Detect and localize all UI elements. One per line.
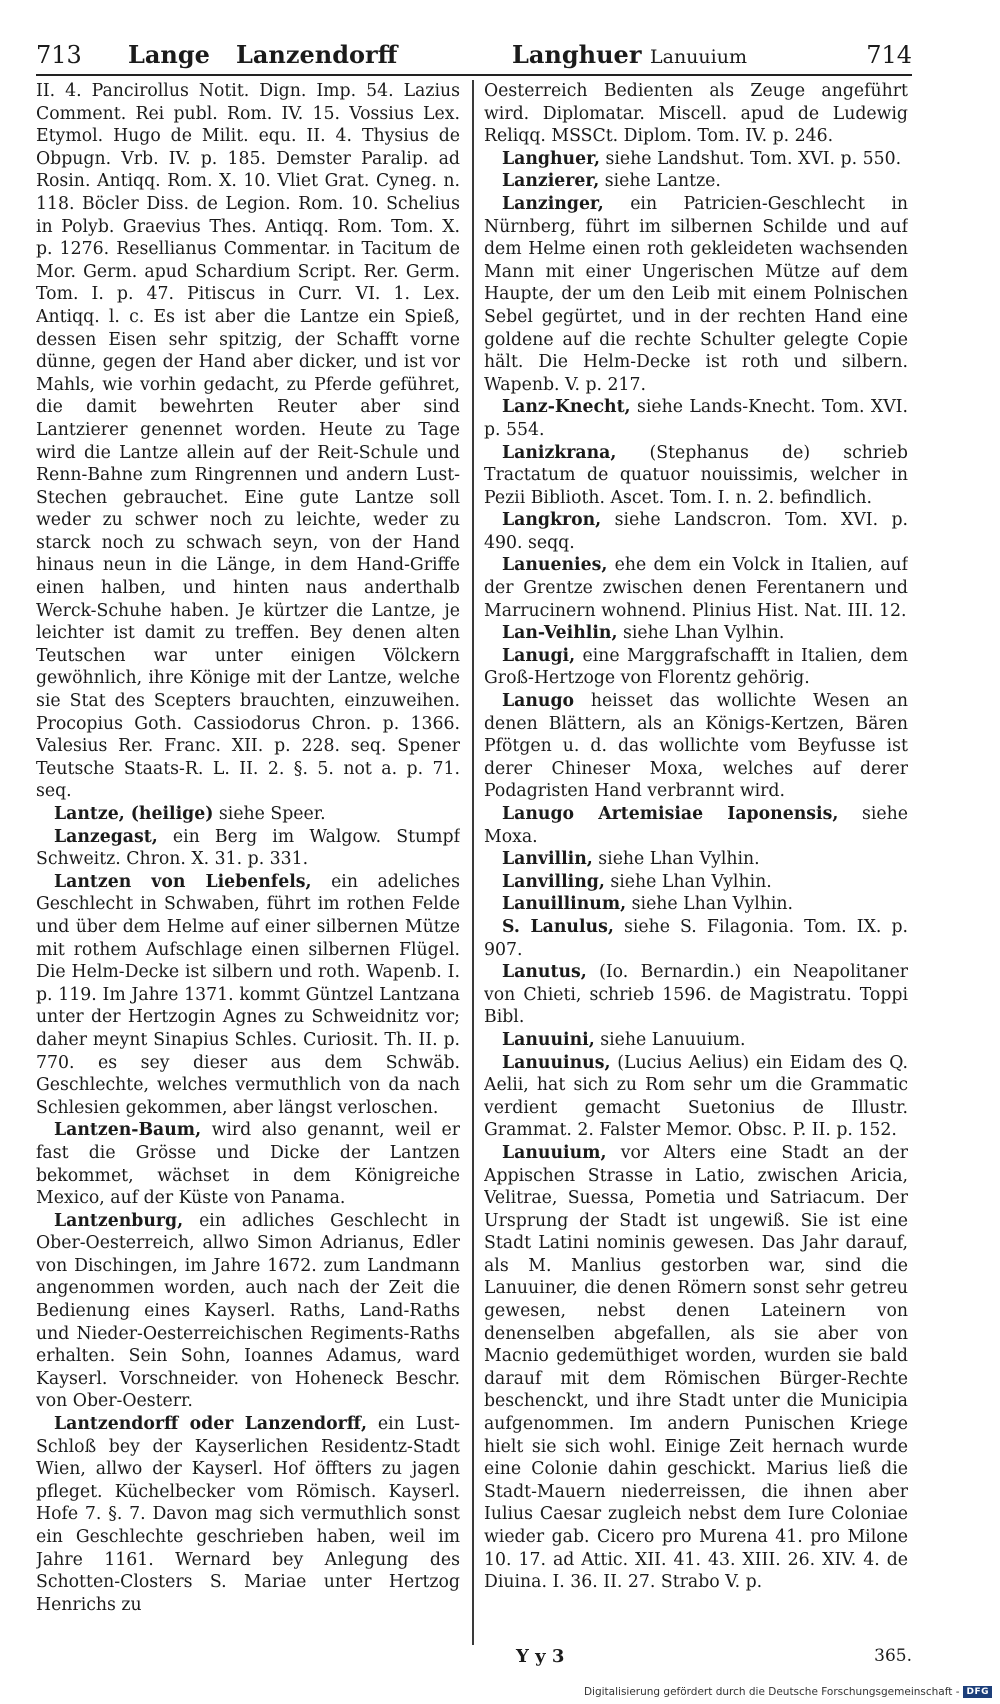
header-keyword-3: Langhuer <box>512 40 642 69</box>
signature-mark: Y y 3 <box>516 1646 565 1667</box>
dictionary-entry <box>484 1052 908 1142</box>
entry-headword: Lanugo Artemisiae Iaponensis, <box>502 804 839 824</box>
entry-headword: Lanuuium, <box>502 1142 607 1163</box>
entry-headword: Lanuuinus, <box>502 1052 611 1073</box>
dictionary-entry <box>484 803 908 848</box>
dictionary-entry <box>484 170 908 193</box>
dictionary-entry <box>36 80 460 803</box>
right-column <box>484 80 908 1640</box>
entry-text: heisset das wollichte Wesen an denen Blättern, als an Königs-Kertzen, Bären Pfötgen u. d. das wollichte vom Beyfusse ist derer Chineser Moxa, welches auf derer Podagristen Hand verbrannt wird. <box>484 691 908 802</box>
entry-text: siehe S. Filagonia. Tom. IX. p. 907. <box>484 916 908 960</box>
entry-headword: Lanizkrana, <box>502 442 617 463</box>
header-keyword-2: Lanzendorff <box>236 40 398 69</box>
entry-text: ein Lust-Schloß bey der Kayserlichen Residentz-Stadt Wien, allwo der Kayserl. Hof öffters zu jagen pfleget. Küchelbecker vom Römisch. Kayserl. Hofe 7. §. 7. Davon mag sich vermuthlich sonst ein Geschlechte geschrieben haben, weil im Jahre 1161. Wernard bey Anlegung des Schotten-Closters S. Mariae unter Hertzog Henrichs zu <box>36 1414 460 1615</box>
entry-headword: Lanz-Knecht, <box>502 397 631 418</box>
entry-headword: Lanutus, <box>502 962 587 983</box>
entry-headword: Lanugo <box>502 691 575 712</box>
dictionary-entry <box>36 871 460 1120</box>
dictionary-entry <box>484 1029 908 1052</box>
dictionary-entry <box>484 622 908 645</box>
dictionary-entry <box>484 690 908 803</box>
catchword: 365. <box>874 1646 912 1666</box>
dictionary-entry <box>484 893 908 916</box>
document-page <box>36 36 912 1666</box>
header-keyword-1: Lange <box>128 40 210 69</box>
dictionary-entry <box>36 826 460 871</box>
credit-text: Digitalisierung gefördert durch die Deutsche Forschungsgemeinschaft - <box>583 1686 960 1698</box>
dictionary-entry <box>36 1413 460 1616</box>
entry-headword: Lan-Veihlin, <box>502 623 618 644</box>
entry-headword: Langhuer, <box>502 148 600 169</box>
entry-text: siehe Lhan Vylhin. <box>622 623 785 644</box>
dictionary-entry <box>484 509 908 554</box>
entry-text: ein Berg im Walgow. Stumpf Schweitz. Chron. X. 31. p. 331. <box>36 826 460 870</box>
dictionary-entry <box>36 1119 460 1209</box>
entry-text: wird also genannt, weil er fast die Grösse und Dicke der Lantzen bekommet, wächset in dem Königreiche Mexico, auf der Küste von Panama. <box>36 1120 460 1209</box>
entry-text: ehe dem ein Volck in Italien, auf der Grentze zwischen denen Ferentanern und Marrucinern wohnend. Plinius Hist. Nat. III. 12. <box>484 555 908 621</box>
entry-text: siehe Lands-Knecht. Tom. XVI. p. 554. <box>484 397 908 440</box>
dictionary-entry <box>484 645 908 690</box>
entry-headword: S. Lanulus, <box>502 916 614 937</box>
running-header <box>36 36 912 76</box>
page-number-left: 713 <box>36 41 82 69</box>
entry-text: siehe Speer. <box>218 804 326 824</box>
entry-headword: Lantzen von Liebenfels, <box>54 871 312 892</box>
dictionary-entry <box>484 871 908 894</box>
entry-text: siehe Lhan Vylhin. <box>610 871 772 892</box>
entry-text: siehe Landscron. Tom. XVI. p. 490. seqq. <box>484 510 908 553</box>
column-divider <box>472 80 474 1645</box>
entry-text: siehe Lanuuium. <box>600 1029 746 1050</box>
dictionary-entry <box>484 848 908 871</box>
entry-headword: Lantzen-Baum, <box>54 1120 202 1141</box>
dictionary-entry <box>484 193 908 396</box>
dictionary-entry <box>484 916 908 961</box>
left-column <box>36 80 460 1640</box>
header-rule <box>36 74 912 76</box>
dfg-logo: DFG <box>963 1686 992 1698</box>
entry-headword: Lanuillinum, <box>502 894 627 915</box>
entry-headword: Lantze, (heilige) <box>54 804 214 824</box>
entry-headword: Lanzegast, <box>54 826 158 847</box>
entry-headword: Lanuenies, <box>502 555 608 576</box>
entry-text: siehe Moxa. <box>484 804 908 847</box>
entry-text: ein Patricien-Geschlecht in Nürnberg, führt im silbernen Schilde und auf dem Helme einen roth gekleideten wachsenden Mann mit einer Ungerischen Mütze auf dem Haupte, der um den Leib mit einem Polnischen Sebel gegürtet, und in der rechten Hand eine goldene auf die rechte Schulter gelegte Copie hält. Die Helm-Decke ist roth und silbern. Wapenb. V. p. 217. <box>484 193 908 395</box>
dictionary-entry <box>484 961 908 1029</box>
dictionary-entry <box>484 396 908 441</box>
entry-headword: Lantzenburg, <box>54 1210 184 1231</box>
page-number-right: 714 <box>866 41 912 69</box>
entry-headword: Lanzierer, <box>502 171 600 192</box>
dictionary-entry <box>484 442 908 510</box>
entry-text: (Lucius Aelius) ein Eidam des Q. Aelii, hat sich zu Rom sehr um die Grammatic verdient gemacht Suetonius de Illustr. Grammat. 2. Falster Memor. Obsc. P. II. p. 152. <box>484 1052 908 1141</box>
dictionary-entry <box>36 1210 460 1413</box>
digitization-credit <box>584 1686 992 1698</box>
entry-headword: Langkron, <box>502 510 602 531</box>
entry-headword: Lanvillin, <box>502 849 593 870</box>
entry-text: siehe Landshut. Tom. XVI. p. 550. <box>605 148 902 169</box>
entry-text: (Io. Bernardin.) ein Neapolitaner von Chieti, schrieb 1596. de Magistratu. Toppi Bibl. <box>484 962 908 1028</box>
dictionary-entry <box>484 1142 908 1594</box>
dictionary-entry <box>36 803 460 826</box>
entry-text: ein adeliches Geschlecht in Schwaben, führt im rothen Felde und über dem Helme auf einer silbernen Mütze mit rothem Aufschlage einen silbernen Flügel. Die Helm-Decke ist silbern und roth. Wapenb. I. p. 119. Im Jahre 1371. kommt Güntzel Lantzana unter der Hertzogin Agnes zu Schweidnitz vor; daher meynt Sinapius Schles. Curiosit. Th. II. p. 770. es sey dieser aus dem Schwäb. Geschlechte, welches vermuthlich von da nach Schlesien gekommen, aber längst verloschen. <box>36 871 460 1118</box>
dictionary-entry <box>484 554 908 622</box>
entry-text: Oesterreich Bedienten als Zeuge angeführt wird. Diplomatar. Miscell. apud de Ludewig Reliqq. MSSCt. Diplom. Tom. IV. p. 246. <box>484 81 908 147</box>
entry-text: siehe Lantze. <box>604 171 721 192</box>
entry-headword: Lanugi, <box>502 645 576 666</box>
entry-text: (Stephanus de) schrieb Tractatum de quatuor nouissimis, welcher in Pezii Biblioth. Ascet. Tom. I. n. 2. befindlich. <box>484 442 908 508</box>
entry-headword: Lanzinger, <box>502 193 604 214</box>
entry-headword: Lanuuini, <box>502 1029 595 1050</box>
entry-text: II. 4. Pancirollus Notit. Dign. Imp. 54. Lazius Comment. Rei publ. Rom. IV. 15. Vossius Lex. Etymol. Hugo de Milit. equ. II. 4. Thysius de Obpugn. Vrb. IV. p. 185. Demster Paralip. ad Rosin. Antiqq. Rom. X. 10. Vliet Grat. Cyneg. n. 118. Böcler Diss. de Legion. Rom. 10. Schelius in Polyb. Graevius Thes. Antiqq. Rom. Tom. X. p. 1276. Resellianus Commentar. in Tacitum de Mor. Germ. apud Schardium Script. Rer. Germ. Tom. I. p. 47. Pitiscus in Curr. VI. 1. Lex. Antiqq. l. c. Es ist aber die Lantze ein Spieß, dessen Eisen sehr spitzig, der Schafft vorne dünne, gegen der Hand aber dicker, und ist vor Mahls, wie vorhin gedacht, zu Pferde geführet, die damit bewehrten Reuter aber sind Lantzierer genennet worden. Heute zu Tage wird die Lantze allein auf der Reit-Schule und Renn-Bahne zum Ringrennen und andern Lust-Stechen gebrauchet. Eine gute Lantze soll weder zu schwer noch zu leichte, weder zu starck noch zu schwach seyn, von der Hand hinaus neun in die Länge, in dem Hand-Griffe einen halben, und hinten naus anderthalb Werck-Schuhe haben. Je kürtzer die Lantze, je leichter ist damit zu treffen. Bey denen alten Teutschen war unter einigen Völckern gewöhnlich, ihre Könige mit der Lantze, welche sie Stat des Scepters brauchten, einzuweihen. Procopius Goth. Cassiodorus Chron. p. 1366. Valesius Rer. Franc. XII. p. 228. seq. Spener Teutsche Staats-R. L. II. 2. §. 5. not a. p. 71. seq. <box>36 81 460 802</box>
entry-text: eine Marggrafschafft in Italien, dem Groß-Hertzoge von Florentz gehörig. <box>484 645 908 689</box>
header-keyword-4: Lanuuium <box>650 46 747 68</box>
dictionary-entry <box>484 80 908 148</box>
entry-text: ein adliches Geschlecht in Ober-Oesterreich, allwo Simon Adrianus, Edler von Dischingen, im Jahre 1672. zum Landmann angenommen worden, auch nach der Zeit die Bedienung eines Kayserl. Raths, Land-Raths und Nieder-Oesterreichischen Regiments-Raths erhalten. Sein Sohn, Ioannes Adamus, ward Kayserl. Vorschneider. von Hoheneck Beschr. von Ober-Oesterr. <box>36 1210 460 1412</box>
dictionary-entry <box>484 148 908 171</box>
entry-headword: Lantzendorff oder Lanzendorff, <box>54 1414 367 1435</box>
entry-text: vor Alters eine Stadt an der Appischen Strasse in Latio, zwischen Aricia, Velitrae, Suessa, Pometia und Satriacum. Der Ursprung der Stadt ist ungewiß. Sie ist eine Stadt Latini nominis gewesen. Das Jahr darauf, als M. Manlius gestorben war, sind die Lanuuiner, die denen Römern sonst sehr getreu gewesen, nebst denen Lateinern von denenselben abgefallen, als sie aber von Macnio gedemüthiget worden, wurden sie bald darauf mit dem Römischen Bürger-Rechte beschenckt, und ihre Stadt unter die Municipia aufgenommen. Im andern Punischen Kriege hielt sie sich wohl. Einige Zeit hernach wurde eine Colonie dahin geschickt. Marius ließ die Stadt-Mauern niederreissen, die ihnen aber Iulius Caesar zugleich nebst dem Iure Coloniae wieder gab. Cicero pro Murena 41. pro Milone 10. 17. ad Attic. XII. 41. 43. XIII. 26. XIV. 4. de Diuina. I. 36. II. 27. Strabo V. p. <box>484 1142 908 1593</box>
entry-text: siehe Lhan Vylhin. <box>598 849 760 870</box>
entry-text: siehe Lhan Vylhin. <box>631 894 794 915</box>
entry-headword: Lanvilling, <box>502 871 605 892</box>
